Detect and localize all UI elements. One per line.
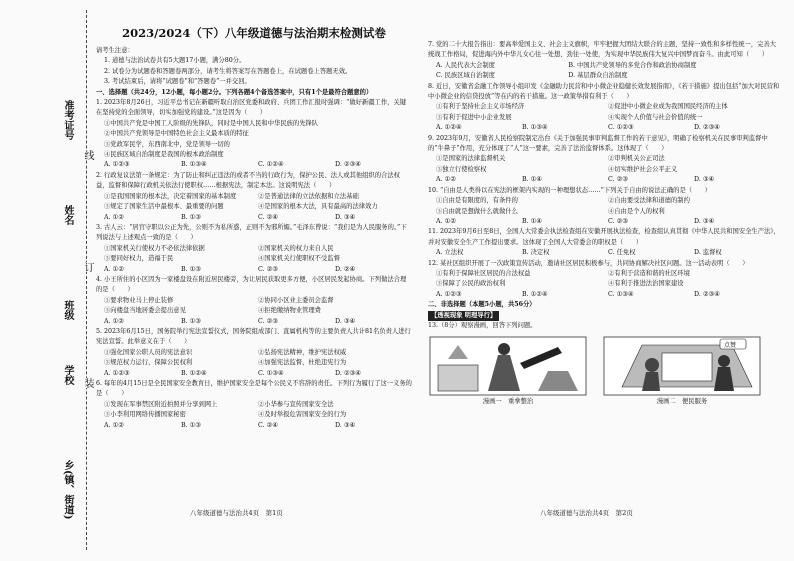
binding-dashed-line bbox=[86, 10, 87, 550]
q8-item: ②促进中小微企业成为我国国民经济的主体 bbox=[608, 103, 728, 111]
q10-item: ③自由就是想做什么就做什么 bbox=[436, 207, 518, 215]
q5-option-a[interactable]: A. ①②③ bbox=[104, 369, 130, 377]
q6-item: ④及时举报危害国家安全的行为 bbox=[258, 411, 347, 419]
label-banji: 班级 bbox=[62, 300, 73, 320]
q2-option-c[interactable]: C. ②④ bbox=[258, 213, 278, 221]
q12-items bbox=[428, 269, 780, 279]
cartoon-1 bbox=[428, 335, 588, 409]
q2-item: ③规定了国家生活中最根本、最重要的问题 bbox=[104, 203, 224, 211]
q5-option-d[interactable]: D. ②③④ bbox=[335, 369, 361, 377]
q1-option-a[interactable]: A. ①②③ bbox=[104, 161, 130, 169]
q12-item: ①有利于保障社区居民的合法权益 bbox=[436, 269, 531, 277]
q3-option-c[interactable]: C. ②③ bbox=[258, 265, 278, 273]
q11-options bbox=[428, 248, 780, 258]
q12-item: ②有利于营造和谐的社区环境 bbox=[608, 269, 690, 277]
q9-option-d[interactable]: D. ③④ bbox=[694, 176, 715, 184]
q4-item: ④拒绝缴纳物业管理费 bbox=[258, 307, 321, 315]
binding-mark-zhuang: 装 bbox=[82, 378, 93, 388]
question-10: 10. “自由是人类得以在宪法的框架内实现的一种理想状态……”下列关于自由的说法正确的是（ ） bbox=[428, 186, 711, 194]
q11-option-b[interactable]: B. 决定权 bbox=[522, 249, 550, 257]
q9-option-b[interactable]: B. ①④ bbox=[522, 176, 542, 184]
q12-option-c[interactable]: C. ①③④ bbox=[608, 290, 634, 298]
q12-options bbox=[428, 290, 780, 300]
q8-item: ④实现个人价值与社会价值的统一 bbox=[608, 113, 703, 121]
q3-options bbox=[96, 265, 412, 275]
q7-options bbox=[428, 71, 780, 81]
q4-option-c[interactable]: C. ②③ bbox=[258, 317, 278, 325]
q8-items bbox=[428, 113, 780, 123]
q9-option-c[interactable]: C. ②③ bbox=[608, 176, 628, 184]
q1-option-b[interactable]: B. ①③④ bbox=[181, 161, 207, 169]
q5-item: ④加强宪法监督，杜绝违宪行为 bbox=[258, 359, 347, 367]
q3-option-b[interactable]: B. ①③ bbox=[181, 265, 201, 273]
q10-option-a[interactable]: A. ①② bbox=[436, 217, 456, 225]
binding-margin bbox=[0, 0, 100, 561]
q7-options bbox=[428, 61, 780, 71]
q6-items bbox=[96, 400, 412, 410]
q2-item: ①是我国国家的根本法，决定着国家的基本制度 bbox=[104, 192, 237, 200]
q10-options bbox=[428, 217, 780, 227]
section-2-heading: 二、非选择题（本题5小题，共56分） bbox=[428, 301, 536, 309]
q3-items bbox=[96, 244, 412, 254]
left-column bbox=[96, 8, 412, 431]
q8-option-b[interactable]: B. ①③④ bbox=[522, 124, 548, 132]
q8-items bbox=[428, 102, 780, 112]
q5-items bbox=[96, 348, 412, 358]
q6-item: ②小华参与宣传国家安全法 bbox=[258, 400, 334, 408]
q9-item: ④切实维护社会公平正义 bbox=[608, 165, 678, 173]
q12-item: ④有利于推进法治国家建设 bbox=[608, 280, 684, 288]
notice-title: 请考生注意： bbox=[96, 47, 134, 54]
question-3: 3. 古人云：“居官守职以公正为先，公则不为私所惑，正则不为邪所媚。”毛泽东曾说：“我们是为人民服务的。”下列说法与上述观点一致的是（ ） bbox=[96, 223, 407, 242]
q2-item: ②是普通法律的立法依据和立法基础 bbox=[258, 192, 359, 200]
question-9: 9. 2023年9月，安徽省人民检察院制定出台《关于加强民事审判监督工作的若干意见》，明确了检察机关在民事审判监督中的“牛鼻子”作用，充分体现了“人”这一要素，完善了法治监督体系。这体现了（ ） bbox=[428, 134, 768, 153]
question-12: 12. 某社区组织开展了一次政策宣传活动，邀请社区居民积极参与，共同协商解决社区问题。这一活动表明（ ） bbox=[428, 259, 749, 267]
q4-item: ②协同小区业主委员会监督 bbox=[258, 296, 334, 304]
q1-item: ②中国共产党领导是中国特色社会主义最本质的特征 bbox=[104, 130, 249, 138]
label-zhunkaozheng: 准考证号 bbox=[62, 100, 73, 140]
q2-item: ④是国家的根本大法，具有最高的法律效力 bbox=[258, 203, 378, 211]
q6-option-a[interactable]: A. ①② bbox=[104, 421, 124, 429]
q10-option-c[interactable]: C. ②③ bbox=[608, 217, 628, 225]
question-4: 4. 小王所住的小区因为一家楼盘设在附近居民楼旁，为让居民获取更多方便，小区居民发起协商。下列做法合理的是（ ） bbox=[96, 275, 407, 294]
question-2: 2. 行政复议法第一条规定：为了防止和纠正违法的或者不当的行政行为，保护公民、法人或其他组织的合法权益，监督和保障行政机关依法行使职权……根据宪法，制定本法。这说明宪法（ ） bbox=[96, 171, 400, 190]
q10-option-b[interactable]: B. ①④ bbox=[522, 217, 542, 225]
q6-option-d[interactable]: D. ③④ bbox=[335, 421, 356, 429]
q6-items bbox=[96, 410, 412, 420]
q5-item: ②弘扬宪法精神，维护宪法权威 bbox=[258, 348, 347, 356]
q8-item: ①有利于坚持社会主义市场经济 bbox=[436, 103, 525, 111]
q3-item: ④国家机关行使职权不受监督 bbox=[258, 255, 340, 263]
q7-option-a[interactable]: A. 人民代表大会制度 bbox=[436, 61, 495, 69]
question-6: 6. 每年的4月15日是全民国家安全教育日，维护国家安全是每个公民义不容辞的责任。下列行为履行了这一义务的是（ ） bbox=[96, 380, 412, 398]
q10-item: ①自由是有限度的，有条件的 bbox=[436, 197, 518, 205]
notice-line: 1. 道德与法治试卷共有5大题17小题，满分80分。 bbox=[104, 57, 246, 65]
q9-item: ①是国家的法律监督机关 bbox=[436, 155, 506, 163]
q1-options bbox=[96, 160, 412, 170]
q5-item: ①强化国家公职人员的宪法意识 bbox=[104, 348, 193, 356]
q5-option-b[interactable]: B. ①②④ bbox=[181, 369, 207, 377]
q1-option-c[interactable]: C. ①②④ bbox=[258, 161, 284, 169]
label-xingming: 姓名 bbox=[62, 205, 73, 225]
binding-mark-xian: 线 bbox=[82, 150, 93, 160]
q6-option-b[interactable]: B. ①③ bbox=[181, 421, 201, 429]
q3-option-d[interactable]: D. ②④ bbox=[335, 265, 356, 273]
q5-options bbox=[96, 369, 412, 379]
q10-item: ④自由是个人的权利 bbox=[608, 207, 665, 215]
q9-option-a[interactable]: A. ①② bbox=[436, 176, 456, 184]
q10-items bbox=[428, 196, 780, 206]
question-13: 13.（8分）观察漫画，回答下列问题。 bbox=[428, 321, 537, 329]
q10-item: ②自由要受法律和道德的制约 bbox=[608, 197, 690, 205]
q12-items bbox=[428, 279, 780, 289]
q7-option-d[interactable]: D. 基层群众自治制度 bbox=[568, 72, 628, 80]
q8-options bbox=[428, 123, 780, 133]
q4-item: ①要求物业马上停止装修 bbox=[104, 296, 174, 304]
question-7: 7. 党的二十大报告指出：要高举爱国主义、社会主义旗帜，牢牢把握大团结大联合的主题，坚持一致性和多样性统一，完善大统战工作格局，促进海内外中华儿女心往一处想、劲往一处使，为实现中华民族伟大复兴中国梦而奋斗。由此可知（ ） bbox=[428, 41, 777, 59]
q6-option-c[interactable]: C. ②④ bbox=[258, 421, 278, 429]
q4-option-a[interactable]: A. ①② bbox=[104, 317, 124, 325]
right-column bbox=[428, 40, 780, 409]
q10-option-d[interactable]: D. ③④ bbox=[694, 217, 715, 225]
question-11: 11. 2023年9月6日至8日，全国人大常委会执法检查组在安徽开展执法检查，检查组认真贯彻《中华人民共和国安全生产法》，并对安徽安全生产工作提出要求。这体现了全国人大常委会的职权是（ ） bbox=[428, 228, 780, 246]
q11-option-c[interactable]: C. 任免权 bbox=[608, 249, 636, 257]
q4-option-b[interactable]: B. ①③ bbox=[181, 317, 201, 325]
cartoon-1-drawing bbox=[428, 335, 588, 397]
q7-option-c[interactable]: C. 民族区域自治制度 bbox=[436, 72, 495, 80]
topic-bar: 【透视现象 明理导行】 bbox=[428, 311, 499, 321]
question-1: 1. 2023年8月26日，习近平总书记在新疆听取自治区党委和政府、兵团工作汇报时强调：“做好新疆工作，关键在坚持党的全面领导，切实加强党的建设。”这是因为（ ） bbox=[96, 99, 407, 117]
q9-item: ②审判机关公正司法 bbox=[608, 155, 665, 163]
q4-option-d[interactable]: D. ③④ bbox=[335, 317, 356, 325]
q2-option-a[interactable]: A. ①② bbox=[104, 213, 124, 221]
q3-item: ①国家机关行使权力不必依法律依据 bbox=[104, 244, 205, 252]
q6-item: ③小李利用网络传播国家秘密 bbox=[104, 411, 186, 419]
q5-item: ③规范权力运行，保障公民权利 bbox=[104, 359, 193, 367]
cartoon-2-sign: 点赞 bbox=[724, 342, 737, 350]
q2-option-d[interactable]: D. ③④ bbox=[335, 213, 356, 221]
q11-option-a[interactable]: A. 立法权 bbox=[436, 249, 464, 257]
label-xuexiao: 学校 bbox=[62, 365, 73, 385]
q4-items bbox=[96, 296, 412, 306]
q9-items bbox=[428, 154, 780, 164]
q2-options bbox=[96, 213, 412, 223]
q8-option-a[interactable]: A. ①②④ bbox=[436, 124, 462, 132]
q9-item: ③独立行使检察权 bbox=[436, 165, 487, 173]
q12-option-b[interactable]: B. ①②④ bbox=[522, 290, 548, 298]
q2-items bbox=[96, 202, 412, 212]
q12-option-d[interactable]: D. ②③④ bbox=[694, 290, 720, 298]
label-xiangzhen: 乡(镇、街道) bbox=[62, 460, 73, 520]
q3-items bbox=[96, 254, 412, 264]
q9-options bbox=[428, 175, 780, 185]
q10-items bbox=[428, 207, 780, 217]
q5-option-c[interactable]: C. ①③④ bbox=[258, 369, 284, 377]
q8-item: ③有利于促进中小企业发展 bbox=[436, 113, 512, 121]
q1-item: ③党政军民学，东西南北中，党是领导一切的 bbox=[104, 140, 230, 148]
cartoon-2-caption: 漫画二 便民服务 bbox=[656, 398, 708, 406]
q12-option-a[interactable]: A. ①②③ bbox=[436, 290, 462, 298]
question-5: 5. 2023年6月15日，国务院举行宪法宣誓仪式，国务院组成部门、直属机构等的主要负责人共计81名负责人进行宪法宣誓。此举意义在于（ ） bbox=[96, 327, 411, 346]
q3-item: ③要同好权力，造福于民 bbox=[104, 255, 174, 263]
q12-item: ③保障了公民的政治权利 bbox=[436, 280, 506, 288]
q8-option-d[interactable]: D. ②③④ bbox=[694, 124, 720, 132]
q9-items bbox=[428, 165, 780, 175]
q3-option-a[interactable]: A. ①② bbox=[104, 265, 124, 273]
exam-title: 2023/2024（下）八年级道德与法治期末检测试卷 bbox=[122, 26, 386, 40]
cartoon-2 bbox=[602, 335, 762, 409]
cartoon-row bbox=[428, 335, 780, 409]
q1-item: ①中国共产党是中国工人阶级的先锋队，同时是中国人民和中华民族的先锋队 bbox=[104, 119, 319, 127]
q7-option-b[interactable]: B. 中国共产党领导的多党合作和政治协商制度 bbox=[568, 61, 697, 69]
cartoon-1-caption: 漫画一 重拳整治 bbox=[482, 398, 534, 406]
q6-options bbox=[96, 421, 412, 431]
notice-line: 2. 试卷分为试题卷和答题卷两部分，请考生将答案写在答题卷上，在试题卷上答题无效。 bbox=[104, 67, 352, 75]
section-1-heading: 一、选择题（共24分，12小题，每小题2分。下列各题4个备选答案中，只有1个是最符合题意的） bbox=[96, 88, 373, 96]
question-8: 8. 近日，安徽省金融工作领导小组印发《金融助力民营和中小微企业稳健长效发展指南》，《若干措施》提出包括“加大对民营和中小微企业的信贷投放”等在内的若干措施。这一政策举措有利于（ ） bbox=[428, 82, 780, 101]
footer-page-2: 八年级道德与法治共4页 第2页 bbox=[540, 509, 633, 517]
q11-option-d[interactable]: D. 监督权 bbox=[694, 249, 722, 257]
q4-items bbox=[96, 306, 412, 316]
footer-page-1: 八年级道德与法治共4页 第1页 bbox=[190, 509, 283, 517]
q6-item: ①发现在军事禁区附近拍照并分享到网上 bbox=[104, 400, 218, 408]
q3-item: ②国家机关的权力来自人民 bbox=[258, 244, 334, 252]
q5-items bbox=[96, 358, 412, 368]
notice-line: 3. 考试结束后，请将“试题卷”和“答题卷”一并交回。 bbox=[104, 78, 251, 86]
q1-option-d[interactable]: D. ②③④ bbox=[335, 161, 361, 169]
topic-bar-wrap bbox=[428, 311, 780, 321]
q4-options bbox=[96, 317, 412, 327]
cartoon-2-drawing bbox=[602, 335, 762, 397]
q4-item: ③向楼盘当地居委会提出意见 bbox=[104, 307, 186, 315]
binding-mark-ding: 订 bbox=[82, 262, 93, 272]
q8-option-c[interactable]: C. ①②③ bbox=[608, 124, 634, 132]
q2-items bbox=[96, 192, 412, 202]
q1-item: ④民族区域自治制度是我国的根本政治制度 bbox=[104, 151, 224, 159]
q2-option-b[interactable]: B. ①③ bbox=[181, 213, 201, 221]
